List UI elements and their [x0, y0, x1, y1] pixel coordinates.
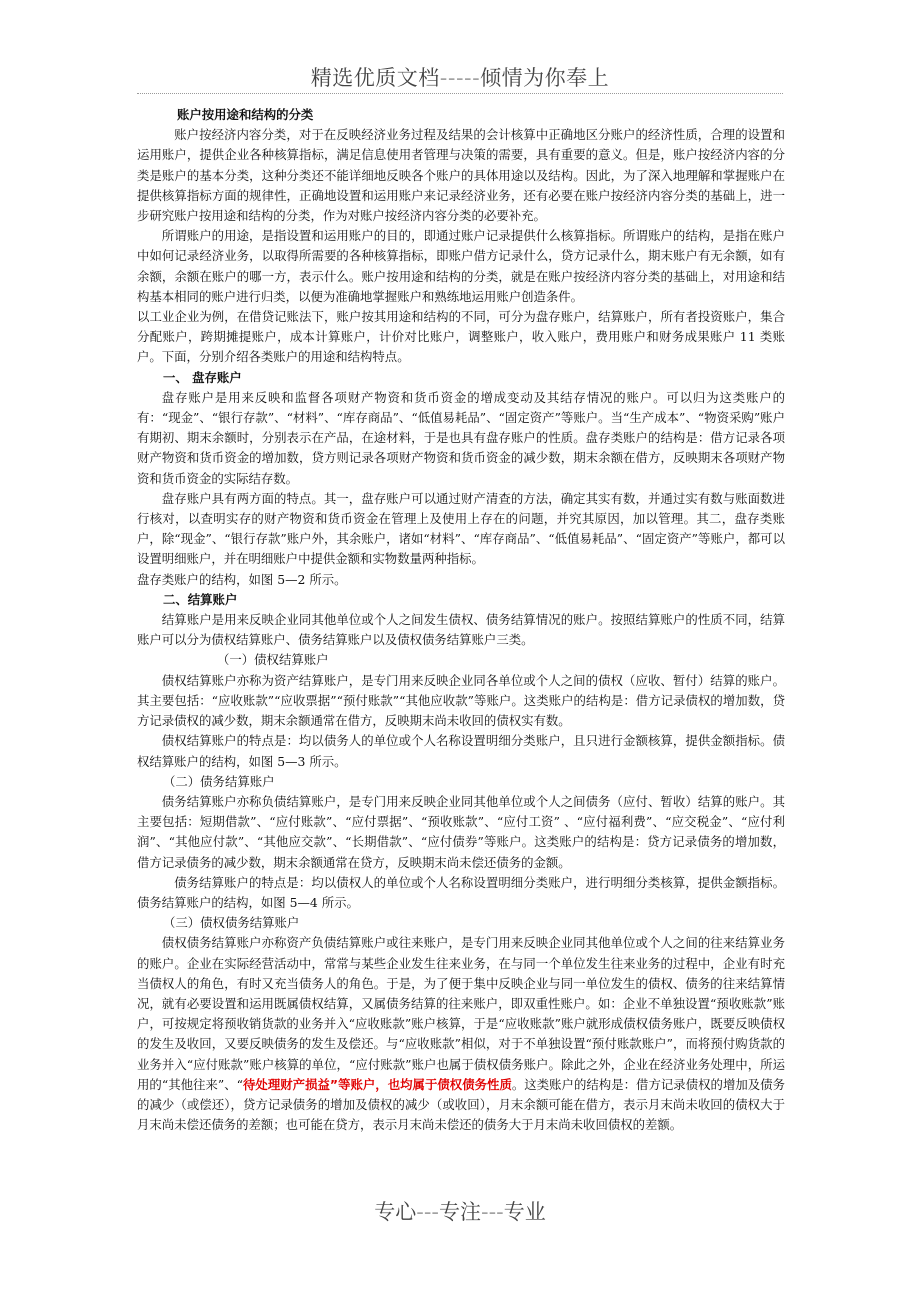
- paragraph: 所谓账户的用途，是指设置和运用账户的目的，即通过账户记录提供什么核算指标。所谓账户的结构，是指在账户中如何记录经济业务，以取得所需要的各种核算指标，即账户借方记录什么，贷方记录什么，期末账户有无余额，如有余额，余额在账户的哪一方，表示什么。账户按用途和结构的分类，就是在账户按经济内容分类的基础上，对用途和结构基本相同的账户进行归类，以便为准确地掌握账户和熟练地运用账户创造条件。: [137, 228, 785, 304]
- section-heading-settlement: 二、结算账户: [163, 591, 238, 607]
- paragraph: 盘存账户具有两方面的特点。其一，盘存账户可以通过财产清查的方法，确定其实有数，并通过实有数与账面数进行核对，以查明实存的财产物资和货币资金在管理上及使用上存在的问题，并究其原因，加以管理。其二，盘存类账户，除“现金”、“银行存款”账户外，其余账户，诸如“材料”、“库存商品”、“低值易耗品”、“固定资产”等账户，都可以设置明细账户，并在明细账户中提供金额和实物数量两种指标。: [137, 490, 785, 567]
- page-header: 精选优质文档-----倾情为你奉上: [310, 66, 610, 90]
- paragraph: 债权结算账户的特点是：均以债务人的单位或个人名称设置明细分类账户，且只进行金额核算，提供金额指标。债权结算账户的结构，如图 5—3 所示。: [137, 733, 785, 769]
- paragraph: 债务结算账户亦称负债结算账户，是专门用来反映企业同其他单位或个人之间债务（应付、暂收）结算的账户。其主要包括：短期借款”、“应付账款”、“应付票据”、“预收账款”、“应付工资” 、“应付福利费”、“应交税金”、“应付利润”、“其他应付款”、“其他应交款”、“长期借款”、“应付债券”等账户。这类账户的结构是：贷方记录债务的增加数，借方记录债务的减少数，期末余额通常在贷方，反映期末尚未偿还债务的金额。: [137, 793, 785, 870]
- document-body: [137, 105, 785, 1135]
- page-footer: 专心---专注---专业: [374, 1200, 546, 1224]
- section-heading-inventory: 一、 盘存账户: [163, 369, 242, 385]
- paragraph: 账户按经济内容分类，对于在反映经济业务过程及结果的会计核算中正确地区分账户的经济性质，合理的设置和运用账户，提供企业各种核算指标，满足信息使用者管理与决策的需要，具有重要的意义。但是，账户按经济内容的分类是账户的基本分类，这种分类还不能详细地反映各个账户的具体用途以及结构。因此，为了深入地理解和掌握账户在提供核算指标方面的规律性，正确地设置和运用账户来记录经济业务，还有必要在账户按经济内容分类的基础上，进一步研究账户按用途和结构的分类，作为对账户按经济内容分类的必要补充。: [137, 127, 785, 224]
- paragraph: 债权结算账户亦称为资产结算账户，是专门用来反映企业同各单位或个人之间的债权（应收、暂付）结算的账户。其主要包括：“应收账款”“应收票据”“预付账款”“其他应收款”等账户。这类账户的结构是：借方记录债权的增加数，贷方记录债权的减少数，期末余额通常在借方，反映期末尚未收回的债权实有数。: [137, 672, 785, 729]
- paragraph: 债务结算账户的特点是：均以债权人的单位或个人名称设置明细分类账户，进行明细分类核算，提供金额指标。 债务结算账户的结构，如图 5—4 所示。: [137, 874, 785, 910]
- subsection-heading-debts: （二）债务结算账户: [163, 773, 275, 789]
- subsection-heading-claims-debts: （三）债权债务结算账户: [163, 915, 300, 931]
- paragraph-text: 。这类账户的结构是：借方记录债权的增加及债务的减少（或偿还），贷方记录债务的增加及债权的减少（或收回），月末余额可能在借方，表示月末尚未收回的债权大于月末尚未偿还债务的差额；也可能在贷方，表示月末尚未偿还的债务大于月末尚未收回债权的差额。: [137, 1076, 785, 1133]
- document-title: 账户按用途和结构的分类: [177, 107, 314, 122]
- paragraph: 结算账户是用来反映企业同其他单位或个人之间发生债权、债务结算情况的账户。按照结算账户的性质不同，结算账户可以分为债权结算账户、债务结算账户以及债权债务结算账户三类。: [137, 612, 785, 648]
- highlighted-text: 待处理财产损益”等账户，也均属于债权债务性质: [242, 1076, 512, 1092]
- header-divider: [137, 93, 783, 94]
- paragraph: [137, 933, 785, 1135]
- subsection-heading-claims: （一）债权结算账户: [217, 652, 329, 668]
- paragraph: 盘存账户是用来反映和监督各项财产物资和货币资金的增成变动及其结存情况的账户。可以归为这类账户的有：“现金”、“银行存款”、“材料”、“库存商品”、“低值易耗品”、“固定资产”等账户。当“生产成本”、“物资采购”账户有期初、期末余额时，分别表示在产品，在途材料，于是也具有盘存账户的性质。盘存类账户的结构是：借方记录各项财产物资和货币资金的增加数，贷方则记录各项财产物资和货币资金的减少数，期末余额在借方，反映期末各项财产物资和货币资金的实际结存数。: [137, 389, 785, 486]
- paragraph-text: 债权债务结算账户亦称资产负债结算账户或往来账户，是专门用来反映企业同其他单位或个人之间的往来结算业务的账户。企业在实际经营活动中，常常与某些企业发生往来业务，在与同一个单位发生往来业务的过程中，企业有时充当债权人的角色，有时又充当债务人的角色。于是，为了便于集中反映企业与同一单位发生的债权、债务的往来结算情况，就有必要设置和运用既属债权结算，又属债务结算的往来账户，即双重性账户。如：企业不单独设置“预收账款”账户，可按规定将预收销货款的业务并入“应收账款”账户核算，于是“应收账款”账户就形成债权债务账户，既要反映债权的发生及收回，又要反映债务的发生及偿还。与“应收账款”相似，对于不单独设置“预付账款账户”，而将预付购货款的业务并入“应付账款”账户核算的单位，“应付账款”账户也属于债权债务账户。除此之外，企业在经济业务处理中，所运用的“其他往来”、“: [137, 935, 785, 1092]
- paragraph: 以工业企业为例，在借贷记账法下，账户按其用途和结构的不同，可分为盘存账户，结算账户，所有者投资账户，集合分配账户，跨期摊提账户，成本计算账户，计价对比账户，调整账户，收入账户，费用账户和财务成果账户 11 类账户。下面，分别介绍各类账户的用途和结构特点。: [137, 309, 785, 365]
- paragraph: 盘存类账户的结构，如图 5—2 所示。: [137, 571, 347, 587]
